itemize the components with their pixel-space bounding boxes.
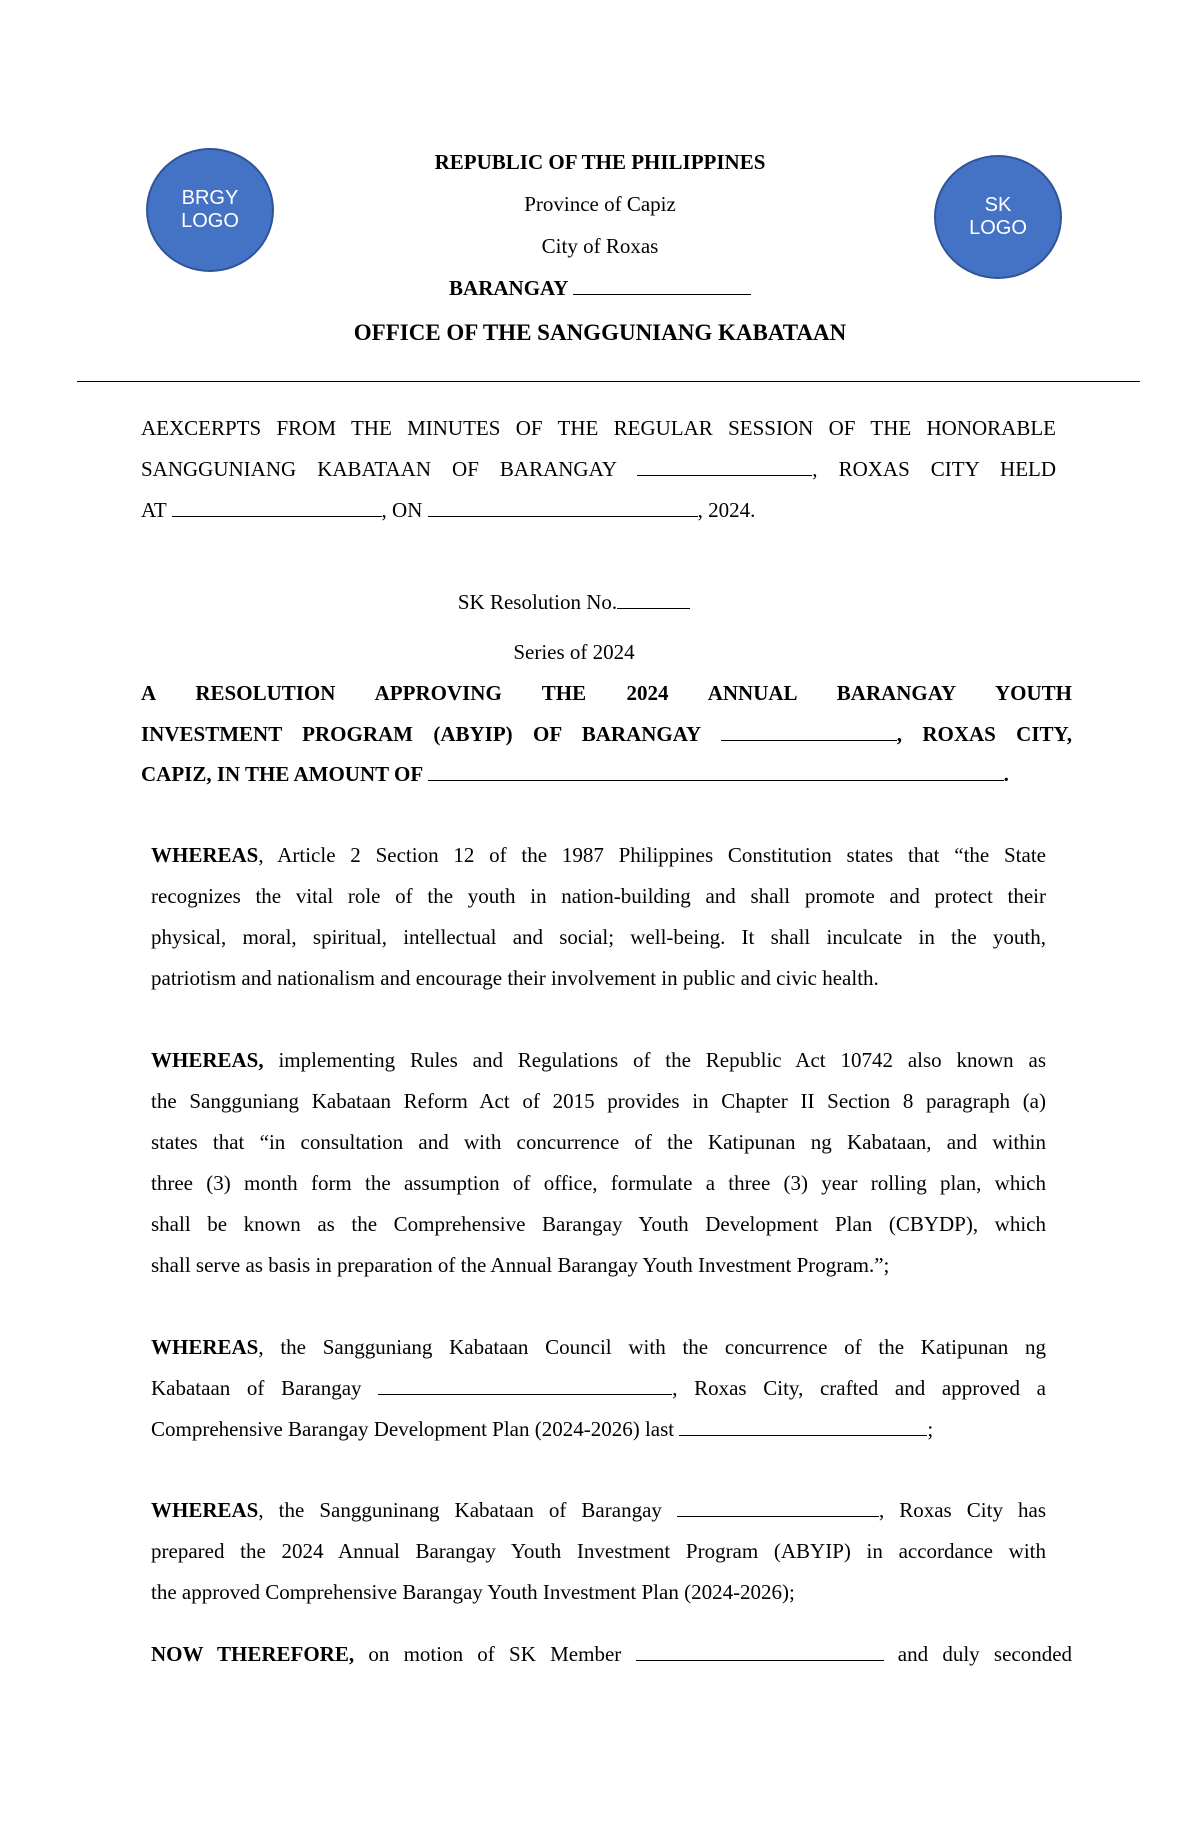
whereas-2-line-2: the Sangguniang Kabataan Reform Act of 2015 provides in Chapter II Section 8 paragraph (a) xyxy=(151,1089,1046,1113)
whereas-2-line-4: three (3) month form the assumption of office, formulate a three (3) year rolling plan, which xyxy=(151,1171,1046,1195)
resolution-number-blank xyxy=(617,590,690,609)
whereas-4-line-3: the approved Comprehensive Barangay Youth Investment Plan (2024-2026); xyxy=(151,1580,795,1604)
barangay-name-blank xyxy=(637,457,812,476)
whereas-4-line-2: prepared the 2024 Annual Barangay Youth Investment Program (ABYIP) in accordance with xyxy=(151,1539,1046,1563)
whereas-1-line-2: recognizes the vital role of the youth in nation-building and shall promote and protect their xyxy=(151,884,1046,908)
whereas-3-line-3: Comprehensive Barangay Development Plan (2024-2026) last ; xyxy=(151,1417,934,1441)
header-divider xyxy=(77,381,1140,382)
office-heading: OFFICE OF THE SANGGUNIANG KABATAAN xyxy=(353,320,847,345)
barangay-heading: BARANGAY xyxy=(0,276,1200,301)
whereas-3-line-2: Kabataan of Barangay , Roxas City, crafted and approved a xyxy=(151,1376,1046,1400)
whereas-2-line-5: shall be known as the Comprehensive Barangay Youth Development Plan (CBYDP), which xyxy=(151,1212,1046,1236)
whereas-2-line-3: states that “in consultation and with concurrence of the Katipunan ng Kabataan, and within xyxy=(151,1130,1046,1154)
sk-logo: SK LOGO xyxy=(934,155,1062,279)
resolution-series: Series of 2024 xyxy=(513,640,635,664)
city-heading: City of Roxas xyxy=(541,234,659,258)
whereas-2-line-1: WHEREAS, implementing Rules and Regulations of the Republic Act 10742 also known as xyxy=(151,1048,1046,1072)
whereas-4-line-1: WHEREAS, the Sangguninang Kabataan of Barangay , Roxas City has xyxy=(151,1498,1046,1522)
venue-blank xyxy=(172,498,382,517)
title-barangay-blank xyxy=(721,722,897,741)
resolution-number: SK Resolution No. xyxy=(0,590,1174,615)
plan-date-blank xyxy=(679,1417,927,1436)
date-blank xyxy=(428,498,698,517)
whereas-3-line-1: WHEREAS, the Sangguniang Kabataan Council with the concurrence of the Katipunan ng xyxy=(151,1335,1046,1359)
excerpt-line-3: AT , ON , 2024. xyxy=(141,498,756,522)
amount-blank xyxy=(428,762,1004,781)
republic-heading: REPUBLIC OF THE PHILIPPINES xyxy=(434,150,766,174)
resolution-title-line-1: A RESOLUTION APPROVING THE 2024 ANNUAL BARANGAY YOUTH xyxy=(141,681,1072,705)
program-barangay-blank xyxy=(677,1498,879,1517)
now-therefore-line: NOW THEREFORE, on motion of SK Member and duly seconded xyxy=(151,1642,1073,1666)
whereas-1-line-3: physical, moral, spiritual, intellectual and social; well-being. It shall inculcate in the youth, xyxy=(151,925,1046,949)
resolution-title-line-3: CAPIZ, IN THE AMOUNT OF . xyxy=(141,762,1009,786)
resolution-title-line-2: INVESTMENT PROGRAM (ABYIP) OF BARANGAY , ROXAS CITY, xyxy=(141,722,1073,746)
excerpt-line-1: AEXCERPTS FROM THE MINUTES OF THE REGULAR SESSION OF THE HONORABLE xyxy=(141,416,1056,440)
brgy-logo: BRGY LOGO xyxy=(146,148,274,272)
whereas-2-line-6: shall serve as basis in preparation of the Annual Barangay Youth Investment Program.”; xyxy=(151,1253,890,1277)
whereas-1-line-1: WHEREAS, Article 2 Section 12 of the 1987 Philippines Constitution states that “the State xyxy=(151,843,1046,867)
excerpt-line-2: SANGGUNIANG KABATAAN OF BARANGAY , ROXAS CITY HELD xyxy=(141,457,1057,481)
province-heading: Province of Capiz xyxy=(524,192,676,216)
barangay-blank xyxy=(573,276,751,295)
whereas-1-line-4: patriotism and nationalism and encourage their involvement in public and civic health. xyxy=(151,966,879,990)
council-barangay-blank xyxy=(378,1376,672,1395)
sk-member-blank xyxy=(636,1642,884,1661)
